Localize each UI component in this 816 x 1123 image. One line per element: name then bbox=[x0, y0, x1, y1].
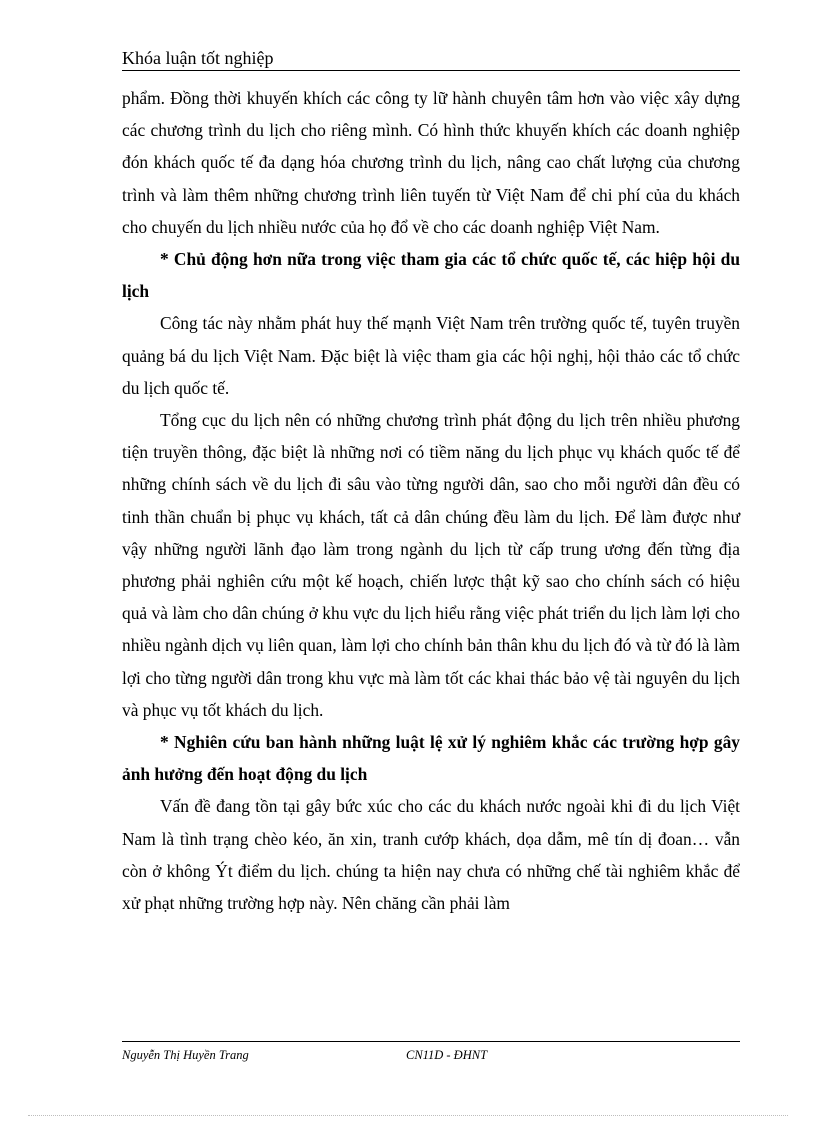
page-header-title: Khóa luận tốt nghiệp bbox=[122, 48, 274, 68]
document-body bbox=[122, 82, 740, 919]
footer-author: Nguyễn Thị Huyền Trang bbox=[122, 1048, 249, 1062]
footer-divider bbox=[122, 1041, 740, 1042]
footer-class-label: CN11D - ĐHNT bbox=[406, 1048, 488, 1062]
section-heading-international-organizations: * Chủ động hơn nữa trong việc tham gia các tổ chức quốc tế, các hiệp hội du lịch bbox=[122, 249, 740, 302]
paragraph-continuation: phẩm. Đồng thời khuyến khích các công ty lữ hành chuyên tâm hơn vào việc xây dựng các chương trình du lịch cho riêng mình. Có hình thức khuyến khích các doanh nghiệp đón khách quốc tế đa dạng hóa chương trình du lịch, nâng cao chất lượng của chương trình và làm thêm những chương trình liên tuyến từ Việt Nam để chi phí của du khách cho chuyến du lịch nhiều nước của họ đổ về cho các doanh nghiệp Việt Nam. bbox=[122, 88, 740, 237]
paragraph-tourism-administration: Tổng cục du lịch nên có những chương trình phát động du lịch trên nhiều phương tiện truyền thông, đặc biệt là những nơi có tiềm năng du lịch phục vụ khách quốc tế để những chính sách về du lịch đi sâu vào từng người dân, sao cho mỗi người dân đều có tinh thần chuẩn bị phục vụ khách, tất cả dân chúng đều làm du lịch. Để làm được như vậy những người lãnh đạo làm trong ngành du lịch từ cấp trung ương đến từng địa phương phải nghiên cứu một kế hoạch, chiến lược thật kỹ sao cho chính sách có hiệu quả và làm cho dân chúng ở khu vực du lịch hiểu rằng việc phát triển du lịch làm lợi cho nhiều ngành dịch vụ liên quan, làm lợi cho chính bản thân khu du lịch đó và từ đó là làm lợi cho từng người dân trong khu vực mà làm tốt các khai thác bảo vệ tài nguyên du lịch và phục vụ tốt khách du lịch. bbox=[122, 410, 740, 720]
paragraph-current-issues: Vấn đề đang tồn tại gây bức xúc cho các du khách nước ngoài khi đi du lịch Việt Nam là tình trạng chèo kéo, ăn xin, tranh cướp khách, dọa dẫm, mê tín dị đoan… vẫn còn ở không Ýt điểm du lịch. chúng ta hiện nay chưa có những chế tài nghiêm khắc để xử phạt những trường hợp này. Nên chăng cần phải làm bbox=[122, 796, 740, 914]
header-divider bbox=[122, 70, 740, 71]
section-heading-regulations: * Nghiên cứu ban hành những luật lệ xử lý nghiêm khắc các trường hợp gây ảnh hưởng đến hoạt động du lịch bbox=[122, 732, 740, 785]
page-bottom-edge bbox=[28, 1115, 788, 1116]
paragraph-promotion: Công tác này nhằm phát huy thế mạnh Việt Nam trên trường quốc tế, tuyên truyền quảng bá du lịch Việt Nam. Đặc biệt là việc tham gia các hội nghị, hội thảo các tổ chức du lịch quốc tế. bbox=[122, 313, 740, 398]
